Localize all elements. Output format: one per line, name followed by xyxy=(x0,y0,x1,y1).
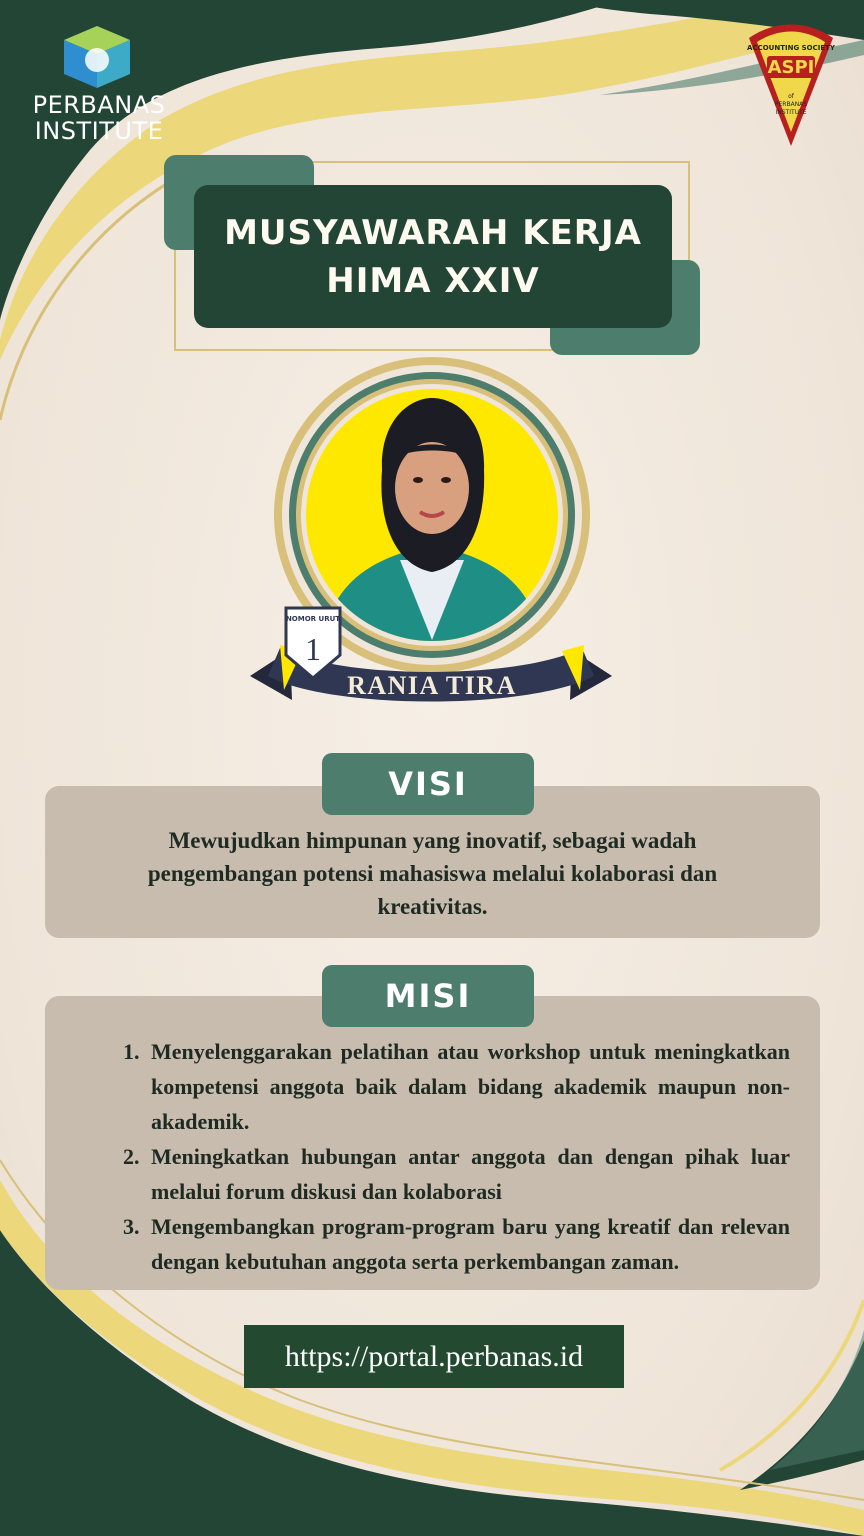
visi-text: Mewujudkan himpunan yang inovatif, sebagai wadah pengembangan potensi mahasiswa melalui kolaborasi dan kreativitas. xyxy=(147,828,718,919)
misi-item xyxy=(105,1139,790,1209)
perbanas-line-1: PERBANAS xyxy=(32,91,166,119)
misi-item-number: 2. xyxy=(123,1144,140,1169)
aspi-top-text: ACCOUNTING SOCIETY xyxy=(747,44,835,52)
misi-item-text: Meningkatkan hubungan antar anggota dan dengan pihak luar melalui forum diskusi dan kolaborasi xyxy=(151,1144,790,1204)
misi-list xyxy=(105,1034,790,1279)
misi-item-text: Menyelenggarakan pelatihan atau workshop untuk meningkatkan kompetensi anggota baik dalam bidang akademik maupun non-akademik. xyxy=(151,1039,790,1134)
title-line-1: MUSYAWARAH KERJA xyxy=(224,212,642,253)
misi-heading: MISI xyxy=(322,965,534,1027)
portal-link-box[interactable] xyxy=(244,1325,624,1388)
misi-item xyxy=(105,1209,790,1279)
misi-card xyxy=(45,996,820,1290)
aspi-small-text-1: of xyxy=(788,93,794,100)
perbanas-line-2: INSTITUTE xyxy=(34,117,164,145)
portal-link[interactable]: https://portal.perbanas.id xyxy=(284,1339,584,1373)
aspi-small-text-2: PERBANAS xyxy=(774,101,808,108)
candidate-name: RANIA TIRA xyxy=(347,671,517,700)
aspi-main-text: ASPI xyxy=(767,57,815,78)
number-label: NOMOR URUT xyxy=(285,615,341,623)
misi-item-number: 3. xyxy=(123,1214,140,1239)
candidate-number: 1 xyxy=(305,631,321,667)
aspi-small-text-3: INSTITUTE xyxy=(775,109,807,116)
candidate-photo-frame xyxy=(0,0,864,760)
misi-item-text: Mengembangkan program-program baru yang kreatif dan relevan dengan kebutuhan anggota serta perkembangan zaman. xyxy=(151,1214,790,1274)
misi-item xyxy=(105,1034,790,1139)
misi-item-number: 1. xyxy=(123,1039,140,1064)
title-line-2: HIMA XXIV xyxy=(326,260,540,301)
visi-heading: VISI xyxy=(322,753,534,815)
